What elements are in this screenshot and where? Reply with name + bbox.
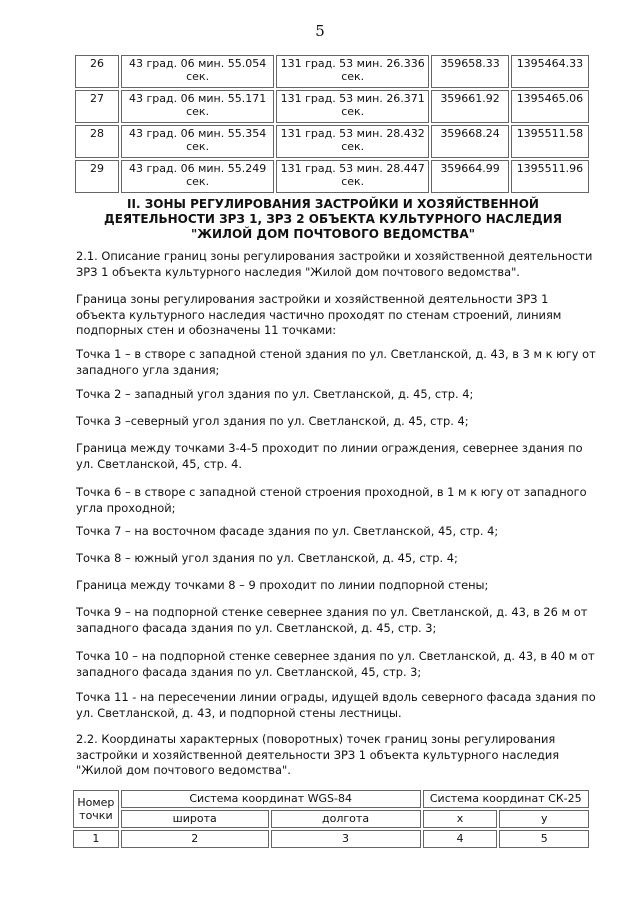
paragraph-point-1: Точка 1 – в створе с западной стеной здания по ул. Светланской, д. 43, в 3 м к югу от западного угла здания; — [76, 347, 596, 377]
column-index: 5 — [499, 830, 589, 848]
point-number-header — [73, 790, 119, 828]
paragraph-point-11: Точка 11 - на пересечении линии ограды, идущей вдоль северного фасада здания по ул. Светланской, д. 43, и подпорной стены лестницы. — [76, 690, 596, 720]
latitude-cell — [121, 55, 274, 88]
wgs84-header: Система координат WGS-84 — [121, 790, 421, 808]
latitude-cell — [121, 90, 274, 123]
point-number-header-line1: Номер — [77, 796, 115, 809]
x-value: 359668.24 — [431, 125, 509, 158]
x-value: 359664.99 — [431, 160, 509, 193]
y-value: 1395465.06 — [511, 90, 589, 123]
longitude-value: 131 град. 53 мин. 26.371 — [280, 92, 425, 105]
paragraph-boundary-3-4-5: Граница между точками 3-4-5 проходит по линии ограждения, севернее здания по ул. Светланской, 45, стр. 4. — [76, 441, 583, 471]
table-row — [75, 160, 589, 193]
latitude-value: 43 град. 06 мин. 55.354 — [128, 127, 267, 140]
longitude-cell — [276, 125, 429, 158]
latitude-cell — [121, 125, 274, 158]
column-index: 4 — [423, 830, 498, 848]
point-number: 27 — [75, 90, 119, 123]
longitude-value: 131 град. 53 мин. 28.432 — [280, 127, 425, 140]
paragraph-zrz1-boundary: Граница зоны регулирования застройки и хозяйственной деятельности ЗРЗ 1 объекта культурного наследия частично проходят по стенам строений, линиям подпорных стен и обозначены 11 точками: — [76, 292, 562, 337]
x-value: 359658.33 — [431, 55, 509, 88]
table-row — [75, 125, 589, 158]
latitude-header: широта — [121, 810, 269, 828]
paragraph-boundary-8-9: Граница между точками 8 – 9 проходит по линии подпорной стены; — [76, 578, 489, 592]
paragraph-point-10: Точка 10 – на подпорной стенке севернее здания по ул. Светланской, д. 43, в 40 м от западного фасада здания по ул. Светланской, 45, стр. 3; — [76, 649, 595, 679]
latitude-value: 43 град. 06 мин. 55.054 — [128, 57, 267, 70]
point-number-header-line2: точки — [79, 809, 113, 822]
longitude-cell — [276, 90, 429, 123]
table-row — [75, 90, 589, 123]
y-header: y — [499, 810, 589, 828]
y-value: 1395511.58 — [511, 125, 589, 158]
sk25-header: Система координат СК-25 — [423, 790, 590, 808]
longitude-cell — [276, 160, 429, 193]
longitude-value: 131 град. 53 мин. 26.336 — [280, 57, 425, 70]
coordinates-table — [73, 53, 591, 195]
table-row — [73, 830, 589, 848]
table-row — [73, 810, 589, 828]
column-index: 3 — [271, 830, 421, 848]
paragraph-point-6: Точка 6 – в створе с западной стеной строения проходной, в 1 м к югу от западного угла проходной; — [76, 485, 587, 515]
point-number: 26 — [75, 55, 119, 88]
x-header: x — [423, 810, 498, 828]
section-heading: II. ЗОНЫ РЕГУЛИРОВАНИЯ ЗАСТРОЙКИ И ХОЗЯЙСТВЕННОЙ ДЕЯТЕЛЬНОСТИ ЗРЗ 1, ЗРЗ 2 ОБЪЕКТА КУЛЬТУРНОГО НАСЛЕДИЯ "ЖИЛОЙ ДОМ ПОЧТОВОГО ВЕДОМСТВА" — [104, 197, 562, 241]
y-value: 1395464.33 — [511, 55, 589, 88]
longitude-unit: сек. — [341, 175, 365, 188]
paragraph-point-7: Точка 7 – на восточном фасаде здания по ул. Светланской, 45, стр. 4; — [76, 524, 499, 538]
column-index: 2 — [121, 830, 269, 848]
latitude-value: 43 град. 06 мин. 55.249 — [128, 162, 267, 175]
table-row — [75, 55, 589, 88]
latitude-value: 43 град. 06 мин. 55.171 — [128, 92, 267, 105]
paragraph-2-1: 2.1. Описание границ зоны регулирования застройки и хозяйственной деятельности ЗРЗ 1 объекта культурного наследия "Жилой дом почтового ведомства". — [76, 249, 593, 279]
paragraph-point-9: Точка 9 – на подпорной стенке севернее здания по ул. Светланской, д. 43, в 26 м от западного фасада здания по ул. Светланской, д. 45, стр. 3; — [76, 605, 588, 635]
paragraph-point-8: Точка 8 – южный угол здания по ул. Светланской, д. 45, стр. 4; — [76, 551, 458, 565]
paragraph-point-2: Точка 2 – западный угол здания по ул. Светланской, д. 45, стр. 4; — [76, 387, 474, 401]
latitude-cell — [121, 160, 274, 193]
longitude-unit: сек. — [341, 70, 365, 83]
latitude-unit: сек. — [186, 105, 210, 118]
paragraph-point-3: Точка 3 –северный угол здания по ул. Светланской, д. 45, стр. 4; — [76, 414, 469, 428]
latitude-unit: сек. — [186, 175, 210, 188]
latitude-unit: сек. — [186, 70, 210, 83]
table-row — [73, 790, 589, 808]
longitude-cell — [276, 55, 429, 88]
paragraph-2-2: 2.2. Координаты характерных (поворотных) точек границ зоны регулирования застройки и хозяйственной деятельности ЗРЗ 1 объекта культурного наследия "Жилой дом почтового ведомства". — [76, 732, 560, 777]
y-value: 1395511.96 — [511, 160, 589, 193]
point-number: 28 — [75, 125, 119, 158]
point-number: 29 — [75, 160, 119, 193]
longitude-unit: сек. — [341, 140, 365, 153]
longitude-header: долгота — [271, 810, 421, 828]
latitude-unit: сек. — [186, 140, 210, 153]
longitude-value: 131 град. 53 мин. 28.447 — [280, 162, 425, 175]
coordinates-header-table — [71, 788, 591, 850]
longitude-unit: сек. — [341, 105, 365, 118]
column-index: 1 — [73, 830, 119, 848]
x-value: 359661.92 — [431, 90, 509, 123]
page-number: 5 — [315, 22, 325, 40]
